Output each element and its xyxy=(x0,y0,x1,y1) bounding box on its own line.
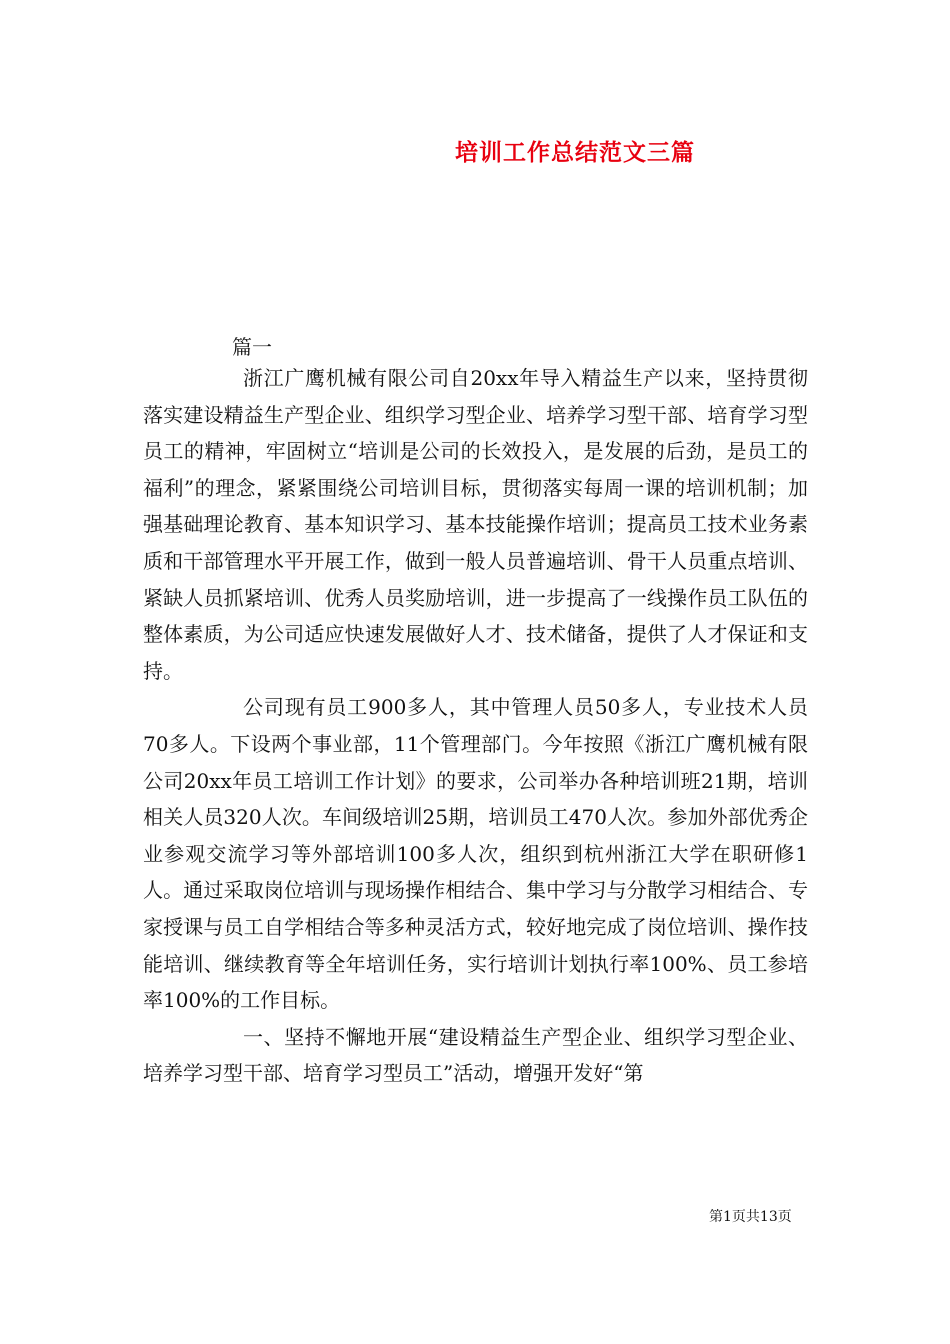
document-body xyxy=(143,360,808,1092)
body-paragraph-3: 一、坚持不懈地开展“建设精益生产型企业、组织学习型企业、培养学习型干部、培育学习型员工”活动，增强开发好“第 xyxy=(143,1024,808,1086)
body-paragraph-1: 浙江广鹰机械有限公司自20xx年导入精益生产以来，坚持贯彻落实建设精益生产型企业、组织学习型企业、培养学习型干部、培育学习型员工的精神，牢固树立“培训是公司的长效投入，是发展的后劲，是员工的福利”的理念，紧紧围绕公司培训目标，贯彻落实每周一课的培训机制；加强基础理论教育、基本知识学习、基本技能操作培训；提高员工技术业务素质和干部管理水平开展工作，做到一般人员普遍培训、骨干人员重点培训、紧缺人员抓紧培训、优秀人员奖励培训，进一步提高了一线操作员工队伍的整体素质，为公司适应快速发展做好人才、技术储备，提供了人才保证和支持。 xyxy=(143,366,808,683)
section-label: 篇一 xyxy=(232,335,272,359)
document-title-text: 培训工作总结范文三篇 xyxy=(455,139,695,166)
page-number-footer: 第1页共13页 xyxy=(709,1209,792,1225)
body-paragraph-2: 公司现有员工900多人，其中管理人员50多人，专业技术人员70多人。下设两个事业部，11个管理部门。今年按照《浙江广鹰机械有限公司20xx年员工培训工作计划》的要求，公司举办各种培训班21期，培训相关人员320人次。车间级培训25期，培训员工470人次。参加外部优秀企业参观交流学习等外部培训100多人次，组织到杭州浙江大学在职研修1人。通过采取岗位培训与现场操作相结合、集中学习与分散学习相结合、专家授课与员工自学相结合等多种灵活方式，较好地完成了岗位培训、操作技能培训、继续教育等全年培训任务，实行培训计划执行率100%、员工参培率100%的工作目标。 xyxy=(143,695,808,1013)
document-title xyxy=(0,134,950,167)
